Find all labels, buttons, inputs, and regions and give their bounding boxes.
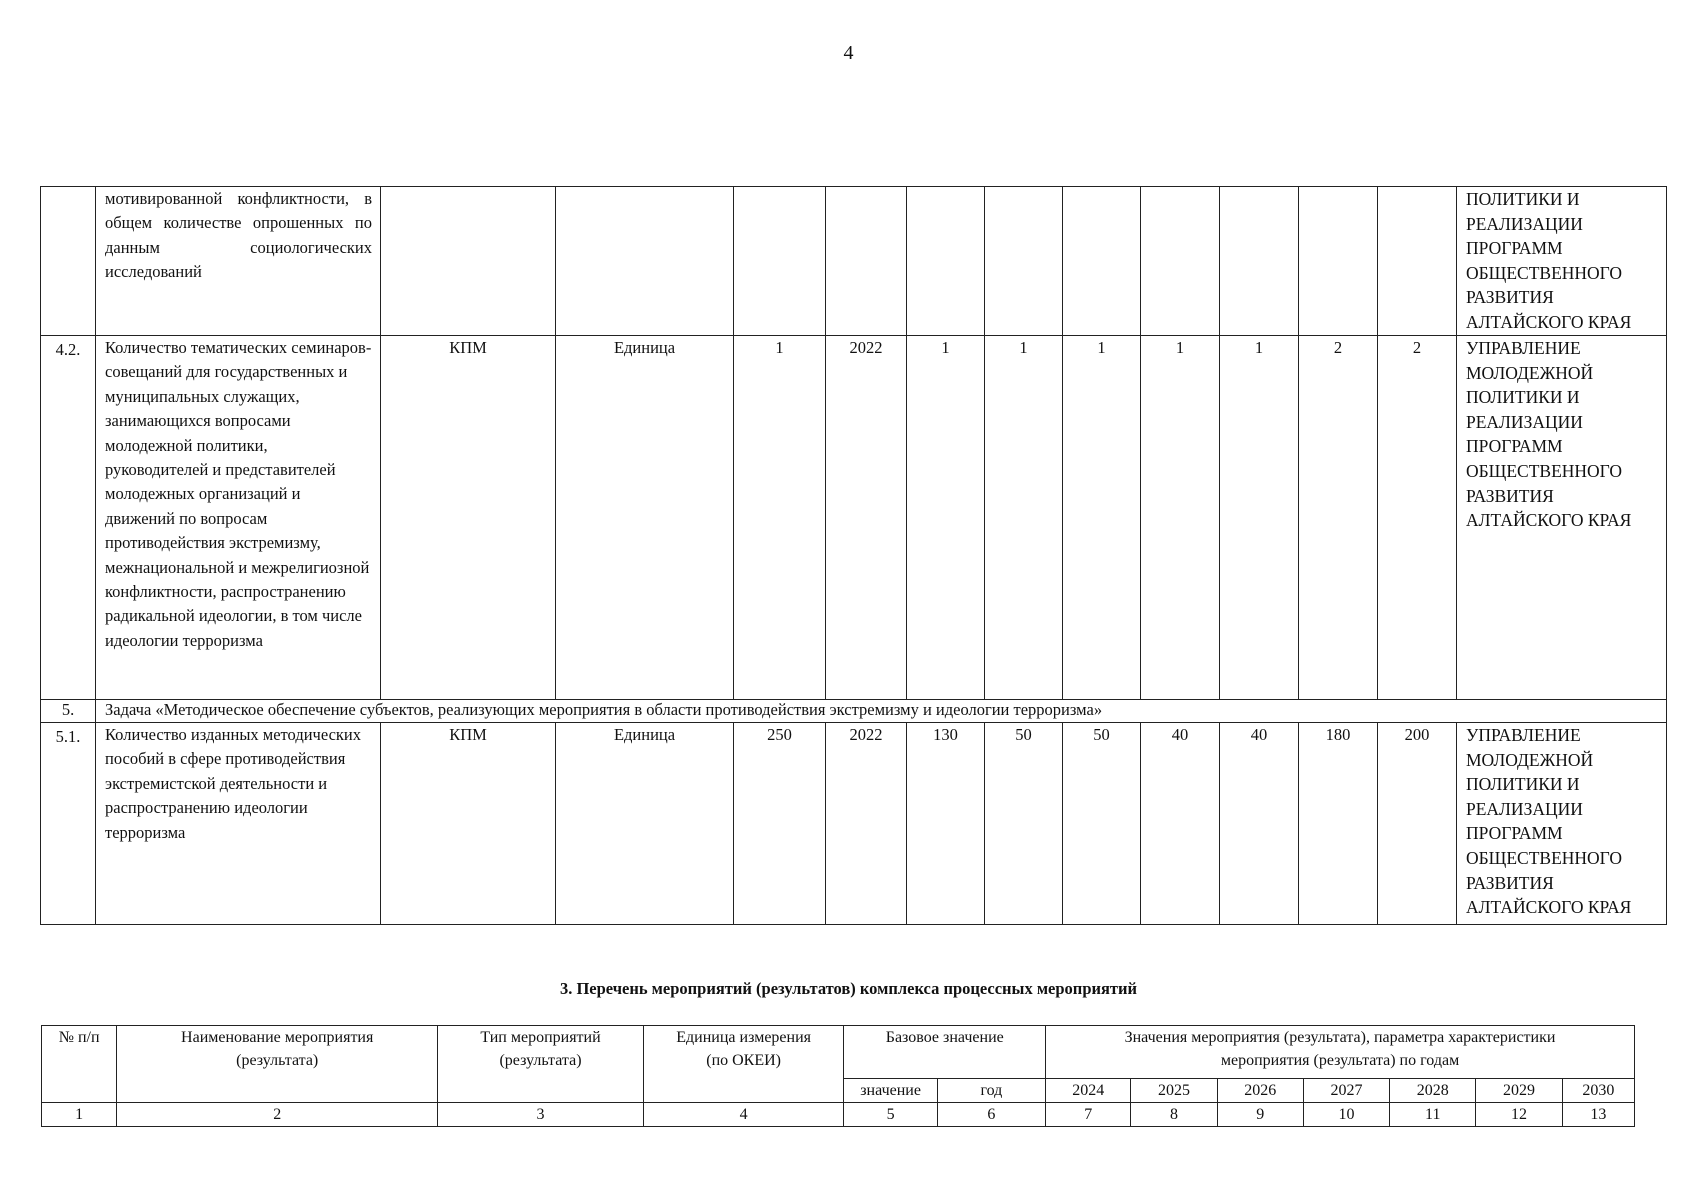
cell-2030: 200 [1378, 723, 1457, 925]
cell-base-value: 1 [734, 336, 826, 700]
table-row-continued [41, 187, 1667, 336]
cell-2025: 1 [985, 336, 1063, 700]
cell-2026: 50 [1063, 723, 1141, 925]
cell-2029: 2 [1299, 336, 1378, 700]
index-cell: 9 [1217, 1103, 1303, 1127]
section-title: 3. Перечень мероприятий (результатов) комплекса процессных мероприятий [559, 979, 1138, 998]
index-cell: 5 [844, 1103, 937, 1127]
index-cell: 7 [1046, 1103, 1131, 1127]
cell-num [41, 187, 96, 336]
cell-type: КПМ [381, 723, 556, 925]
index-cell: 12 [1476, 1103, 1562, 1127]
index-cell: 11 [1390, 1103, 1476, 1127]
cell-2025: 50 [985, 723, 1063, 925]
header-year-2027: 2027 [1303, 1079, 1389, 1103]
cell-task-text: Задача «Методическое обеспечение субъектов, реализующих мероприятия в области противодействия экстремизму и идеологии терроризма» [96, 700, 1667, 723]
header-base-value: значение [844, 1079, 937, 1103]
cell-indicator-name: Количество изданных методических пособий в сфере противодействия экстремистской деятельности и распространению идеологии терроризма [96, 723, 381, 925]
cell-2029 [1299, 187, 1378, 336]
index-row [42, 1103, 1635, 1127]
index-cell: 6 [937, 1103, 1045, 1127]
cell-2024: 1 [907, 336, 985, 700]
cell-2024: 130 [907, 723, 985, 925]
cell-num: 5.1. [41, 723, 96, 925]
task-row-5 [41, 700, 1667, 723]
cell-base-year [826, 187, 907, 336]
page-number: 4 [843, 42, 854, 64]
cell-2024 [907, 187, 985, 336]
index-cell: 1 [42, 1103, 117, 1127]
cell-num: 4.2. [41, 336, 96, 700]
header-year-2026: 2026 [1217, 1079, 1303, 1103]
header-name: Наименование мероприятия (результата) [117, 1026, 438, 1103]
cell-2027: 1 [1141, 336, 1220, 700]
cell-2025 [985, 187, 1063, 336]
header-year-2025: 2025 [1131, 1079, 1217, 1103]
header-num: № п/п [42, 1026, 117, 1103]
cell-type [381, 187, 556, 336]
cell-2026 [1063, 187, 1141, 336]
cell-2027 [1141, 187, 1220, 336]
index-cell: 2 [117, 1103, 438, 1127]
header-base-year: год [937, 1079, 1045, 1103]
table-row-4-2 [41, 336, 1667, 700]
header-year-2029: 2029 [1476, 1079, 1562, 1103]
indicators-table [40, 186, 1667, 925]
cell-base-value: 250 [734, 723, 826, 925]
cell-2028: 1 [1220, 336, 1299, 700]
cell-2029: 180 [1299, 723, 1378, 925]
cell-base-year: 2022 [826, 723, 907, 925]
cell-task-num: 5. [41, 700, 96, 723]
cell-2026: 1 [1063, 336, 1141, 700]
measures-table [41, 1025, 1635, 1127]
cell-unit: Единица [556, 336, 734, 700]
header-year-2030: 2030 [1562, 1079, 1634, 1103]
cell-base-value [734, 187, 826, 336]
index-cell: 13 [1562, 1103, 1634, 1127]
cell-base-year: 2022 [826, 336, 907, 700]
header-type: Тип мероприятий (результата) [438, 1026, 644, 1103]
header-base: Базовое значение [844, 1026, 1046, 1079]
header-year-2028: 2028 [1390, 1079, 1476, 1103]
cell-type: КПМ [381, 336, 556, 700]
cell-unit [556, 187, 734, 336]
cell-2028: 40 [1220, 723, 1299, 925]
header-values: Значения мероприятия (результата), параметра характеристики мероприятия (результата) по годам [1046, 1026, 1635, 1079]
cell-unit: Единица [556, 723, 734, 925]
table-row-5-1 [41, 723, 1667, 925]
cell-2030: 2 [1378, 336, 1457, 700]
index-cell: 8 [1131, 1103, 1217, 1127]
header-year-2024: 2024 [1046, 1079, 1131, 1103]
cell-2030 [1378, 187, 1457, 336]
cell-indicator-name: Количество тематических семинаров-совещаний для государственных и муниципальных служащих, занимающихся вопросами молодежной политики, руководителей и представителей молодежных организаций и движений по вопросам противодействия экстремизму, межнациональной и межрелигиозной конфликтности, распространению радикальной идеологии, в том числе идеологии терроризма [96, 336, 381, 700]
cell-responsible: ПОЛИТИКИ И РЕАЛИЗАЦИИ ПРОГРАММ ОБЩЕСТВЕННОГО РАЗВИТИЯ АЛТАЙСКОГО КРАЯ [1457, 187, 1667, 336]
cell-indicator-name: мотивированной конфликтности, в общем количестве опрошенных по данным социологических исследований [96, 187, 381, 336]
cell-2028 [1220, 187, 1299, 336]
index-cell: 3 [438, 1103, 644, 1127]
header-unit: Единица измерения (по ОКЕИ) [643, 1026, 844, 1103]
header-row-1 [42, 1026, 1635, 1079]
cell-2027: 40 [1141, 723, 1220, 925]
index-cell: 10 [1303, 1103, 1389, 1127]
cell-responsible: УПРАВЛЕНИЕ МОЛОДЕЖНОЙ ПОЛИТИКИ И РЕАЛИЗАЦИИ ПРОГРАММ ОБЩЕСТВЕННОГО РАЗВИТИЯ АЛТАЙСКОГО КРАЯ [1457, 336, 1667, 700]
index-cell: 4 [643, 1103, 844, 1127]
cell-responsible: УПРАВЛЕНИЕ МОЛОДЕЖНОЙ ПОЛИТИКИ И РЕАЛИЗАЦИИ ПРОГРАММ ОБЩЕСТВЕННОГО РАЗВИТИЯ АЛТАЙСКОГО КРАЯ [1457, 723, 1667, 925]
